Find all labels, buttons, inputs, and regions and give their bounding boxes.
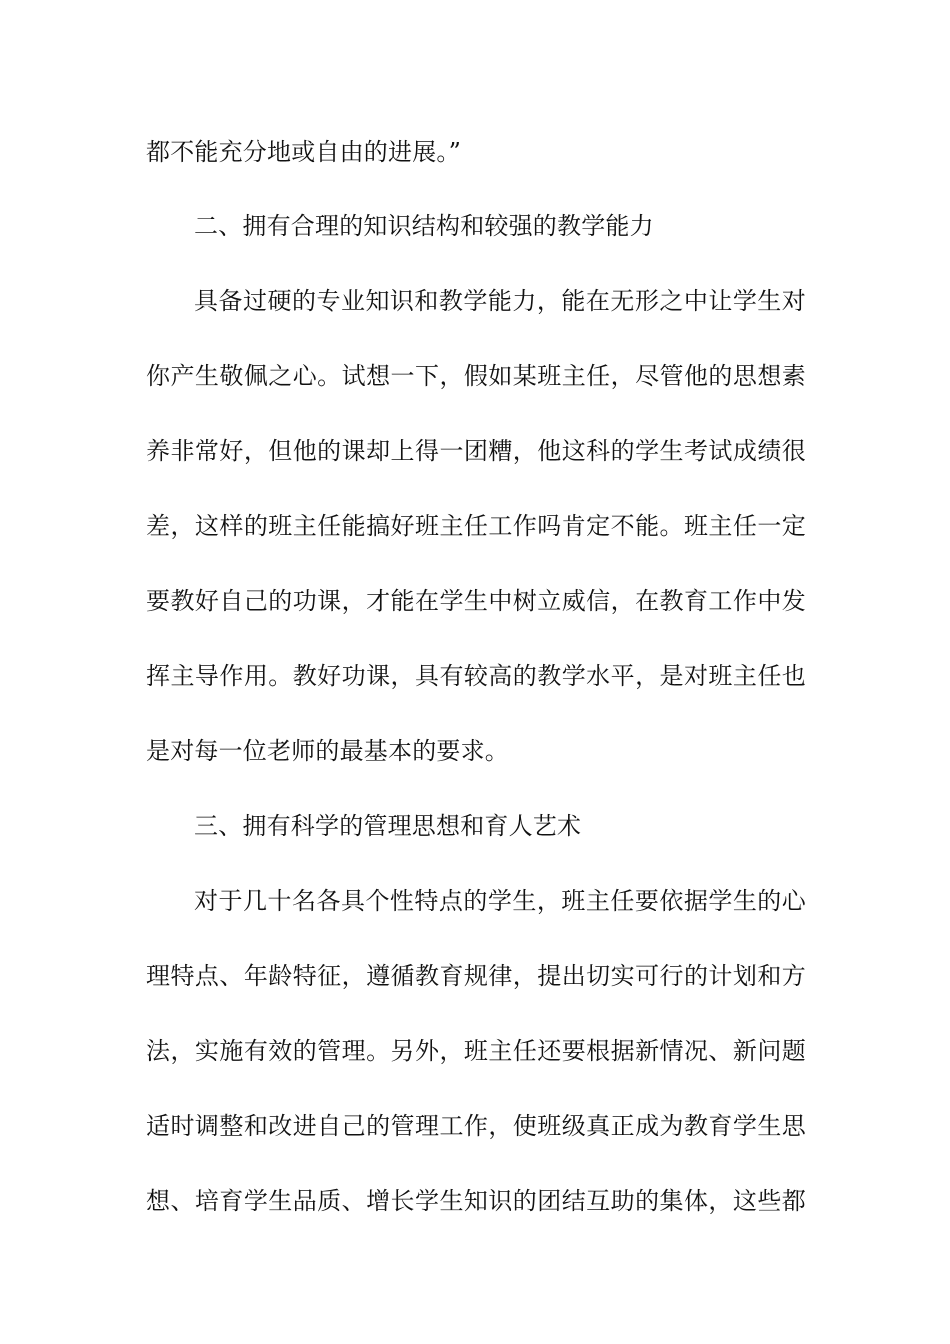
paragraph-line-3: 具备过硬的专业知识和教学能力，能在无形之中让学生对 (194, 287, 806, 315)
paragraph-line-15: 想、培育学生品质、增长学生知识的团结互助的集体，这些都 (146, 1187, 806, 1215)
paragraph-line-4: 你产生敬佩之心。试想一下，假如某班主任，尽管他的思想素 (146, 362, 806, 390)
paragraph-line-7: 要教好自己的功课，才能在学生中树立威信，在教育工作中发 (146, 587, 806, 615)
paragraph-line-14: 适时调整和改进自己的管理工作，使班级真正成为教育学生思 (146, 1112, 806, 1140)
paragraph-line-8: 挥主导作用。教好功课，具有较高的教学水平，是对班主任也 (146, 662, 806, 690)
section-heading-2: 二、拥有合理的知识结构和较强的教学能力 (194, 212, 654, 240)
paragraph-line-1: 都不能充分地或自由的进展。” (146, 138, 462, 166)
paragraph-line-12: 理特点、年龄特征，遵循教育规律，提出切实可行的计划和方 (146, 962, 806, 990)
paragraph-line-5: 养非常好，但他的课却上得一团糟，他这科的学生考试成绩很 (146, 437, 806, 465)
paragraph-line-13: 法，实施有效的管理。另外，班主任还要根据新情况、新问题 (146, 1037, 806, 1065)
paragraph-line-9: 是对每一位老师的最基本的要求。 (146, 737, 509, 765)
paragraph-line-11: 对于几十名各具个性特点的学生，班主任要依据学生的心 (194, 887, 806, 915)
paragraph-line-6: 差，这样的班主任能搞好班主任工作吗肯定不能。班主任一定 (146, 512, 806, 540)
section-heading-3: 三、拥有科学的管理思想和育人艺术 (194, 812, 582, 840)
